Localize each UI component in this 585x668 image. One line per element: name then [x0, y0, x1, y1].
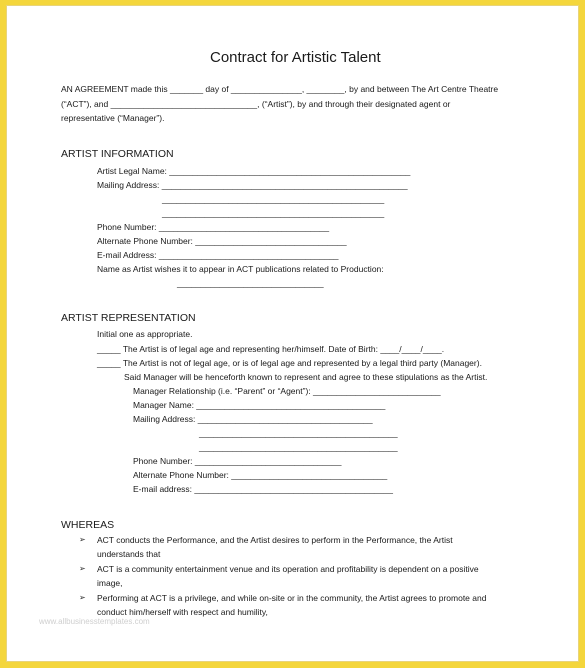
- whereas-clause-line: conduct him/herself with respect and humility,: [97, 607, 268, 617]
- manager-email-field[interactable]: E-mail address: __________________________________________: [133, 484, 393, 494]
- manager-stipulation-text: Said Manager will be henceforth known to represent and agree to these stipulations as the Artist.: [124, 372, 488, 382]
- watermark: www.allbusinesstemplates.com: [39, 617, 150, 626]
- representation-option-manager[interactable]: _____ The Artist is not of legal age, or is of legal age and represented by a legal third party (Manager).: [97, 358, 482, 368]
- manager-mailing-address-line[interactable]: __________________________________________: [199, 428, 398, 438]
- representation-instruction: Initial one as appropriate.: [97, 329, 193, 339]
- manager-phone-number-field[interactable]: Phone Number: _______________________________: [133, 456, 342, 466]
- artist-mailing-address-line[interactable]: _______________________________________________: [162, 208, 385, 218]
- whereas-clause-line: ACT conducts the Performance, and the Artist desires to perform in the Performance, the Artist: [97, 535, 453, 545]
- intro-line: representative (“Manager”).: [61, 113, 165, 123]
- whereas-clause-line: Performing at ACT is a privilege, and while on-site or in the community, the Artist agrees to promote and: [97, 593, 487, 603]
- artist-publication-name-field[interactable]: _______________________________: [177, 278, 324, 288]
- manager-name-field[interactable]: Manager Name: ________________________________________: [133, 400, 386, 410]
- intro-line: (“ACT”), and _______________________________, (“Artist”), by and through their designated agent or: [61, 99, 451, 109]
- arrow-bullet-icon: ➢: [79, 564, 86, 573]
- artist-legal-name-field[interactable]: Artist Legal Name: ___________________________________________________: [97, 166, 411, 176]
- representation-option-self[interactable]: _____ The Artist is of legal age and representing her/himself. Date of Birth: ____/____/____.: [97, 344, 445, 354]
- arrow-bullet-icon: ➢: [79, 593, 86, 602]
- manager-relationship-field[interactable]: Manager Relationship (i.e. “Parent” or “Agent”): ___________________________: [133, 386, 441, 396]
- artist-alternate-phone-field[interactable]: Alternate Phone Number: ________________________________: [97, 236, 347, 246]
- artist-mailing-address-field[interactable]: Mailing Address: ____________________________________________________: [97, 180, 408, 190]
- manager-alternate-phone-field[interactable]: Alternate Phone Number: _________________________________: [133, 470, 388, 480]
- manager-mailing-address-field[interactable]: Mailing Address: _____________________________________: [133, 414, 373, 424]
- artist-mailing-address-line[interactable]: _______________________________________________: [162, 194, 385, 204]
- whereas-clause-line: image,: [97, 578, 123, 588]
- artist-publication-name-label: Name as Artist wishes it to appear in ACT publications related to Production:: [97, 264, 384, 274]
- intro-line: AN AGREEMENT made this _______ day of _______________, ________, by and between The Art Centre Theatre: [61, 84, 499, 94]
- document-title: Contract for Artistic Talent: [210, 49, 381, 66]
- arrow-bullet-icon: ➢: [79, 535, 86, 544]
- section-heading-artist-representation: ARTIST REPRESENTATION: [61, 312, 196, 324]
- whereas-clause-line: ACT is a community entertainment venue and its operation and profitability is dependent on a positive: [97, 564, 479, 574]
- artist-phone-number-field[interactable]: Phone Number: ____________________________________: [97, 222, 330, 232]
- manager-mailing-address-line[interactable]: __________________________________________: [199, 442, 398, 452]
- artist-email-field[interactable]: E-mail Address: ______________________________________: [97, 250, 339, 260]
- whereas-clause-line: understands that: [97, 549, 161, 559]
- document-page: [6, 5, 579, 662]
- section-heading-artist-information: ARTIST INFORMATION: [61, 148, 174, 160]
- section-heading-whereas: WHEREAS: [61, 519, 115, 531]
